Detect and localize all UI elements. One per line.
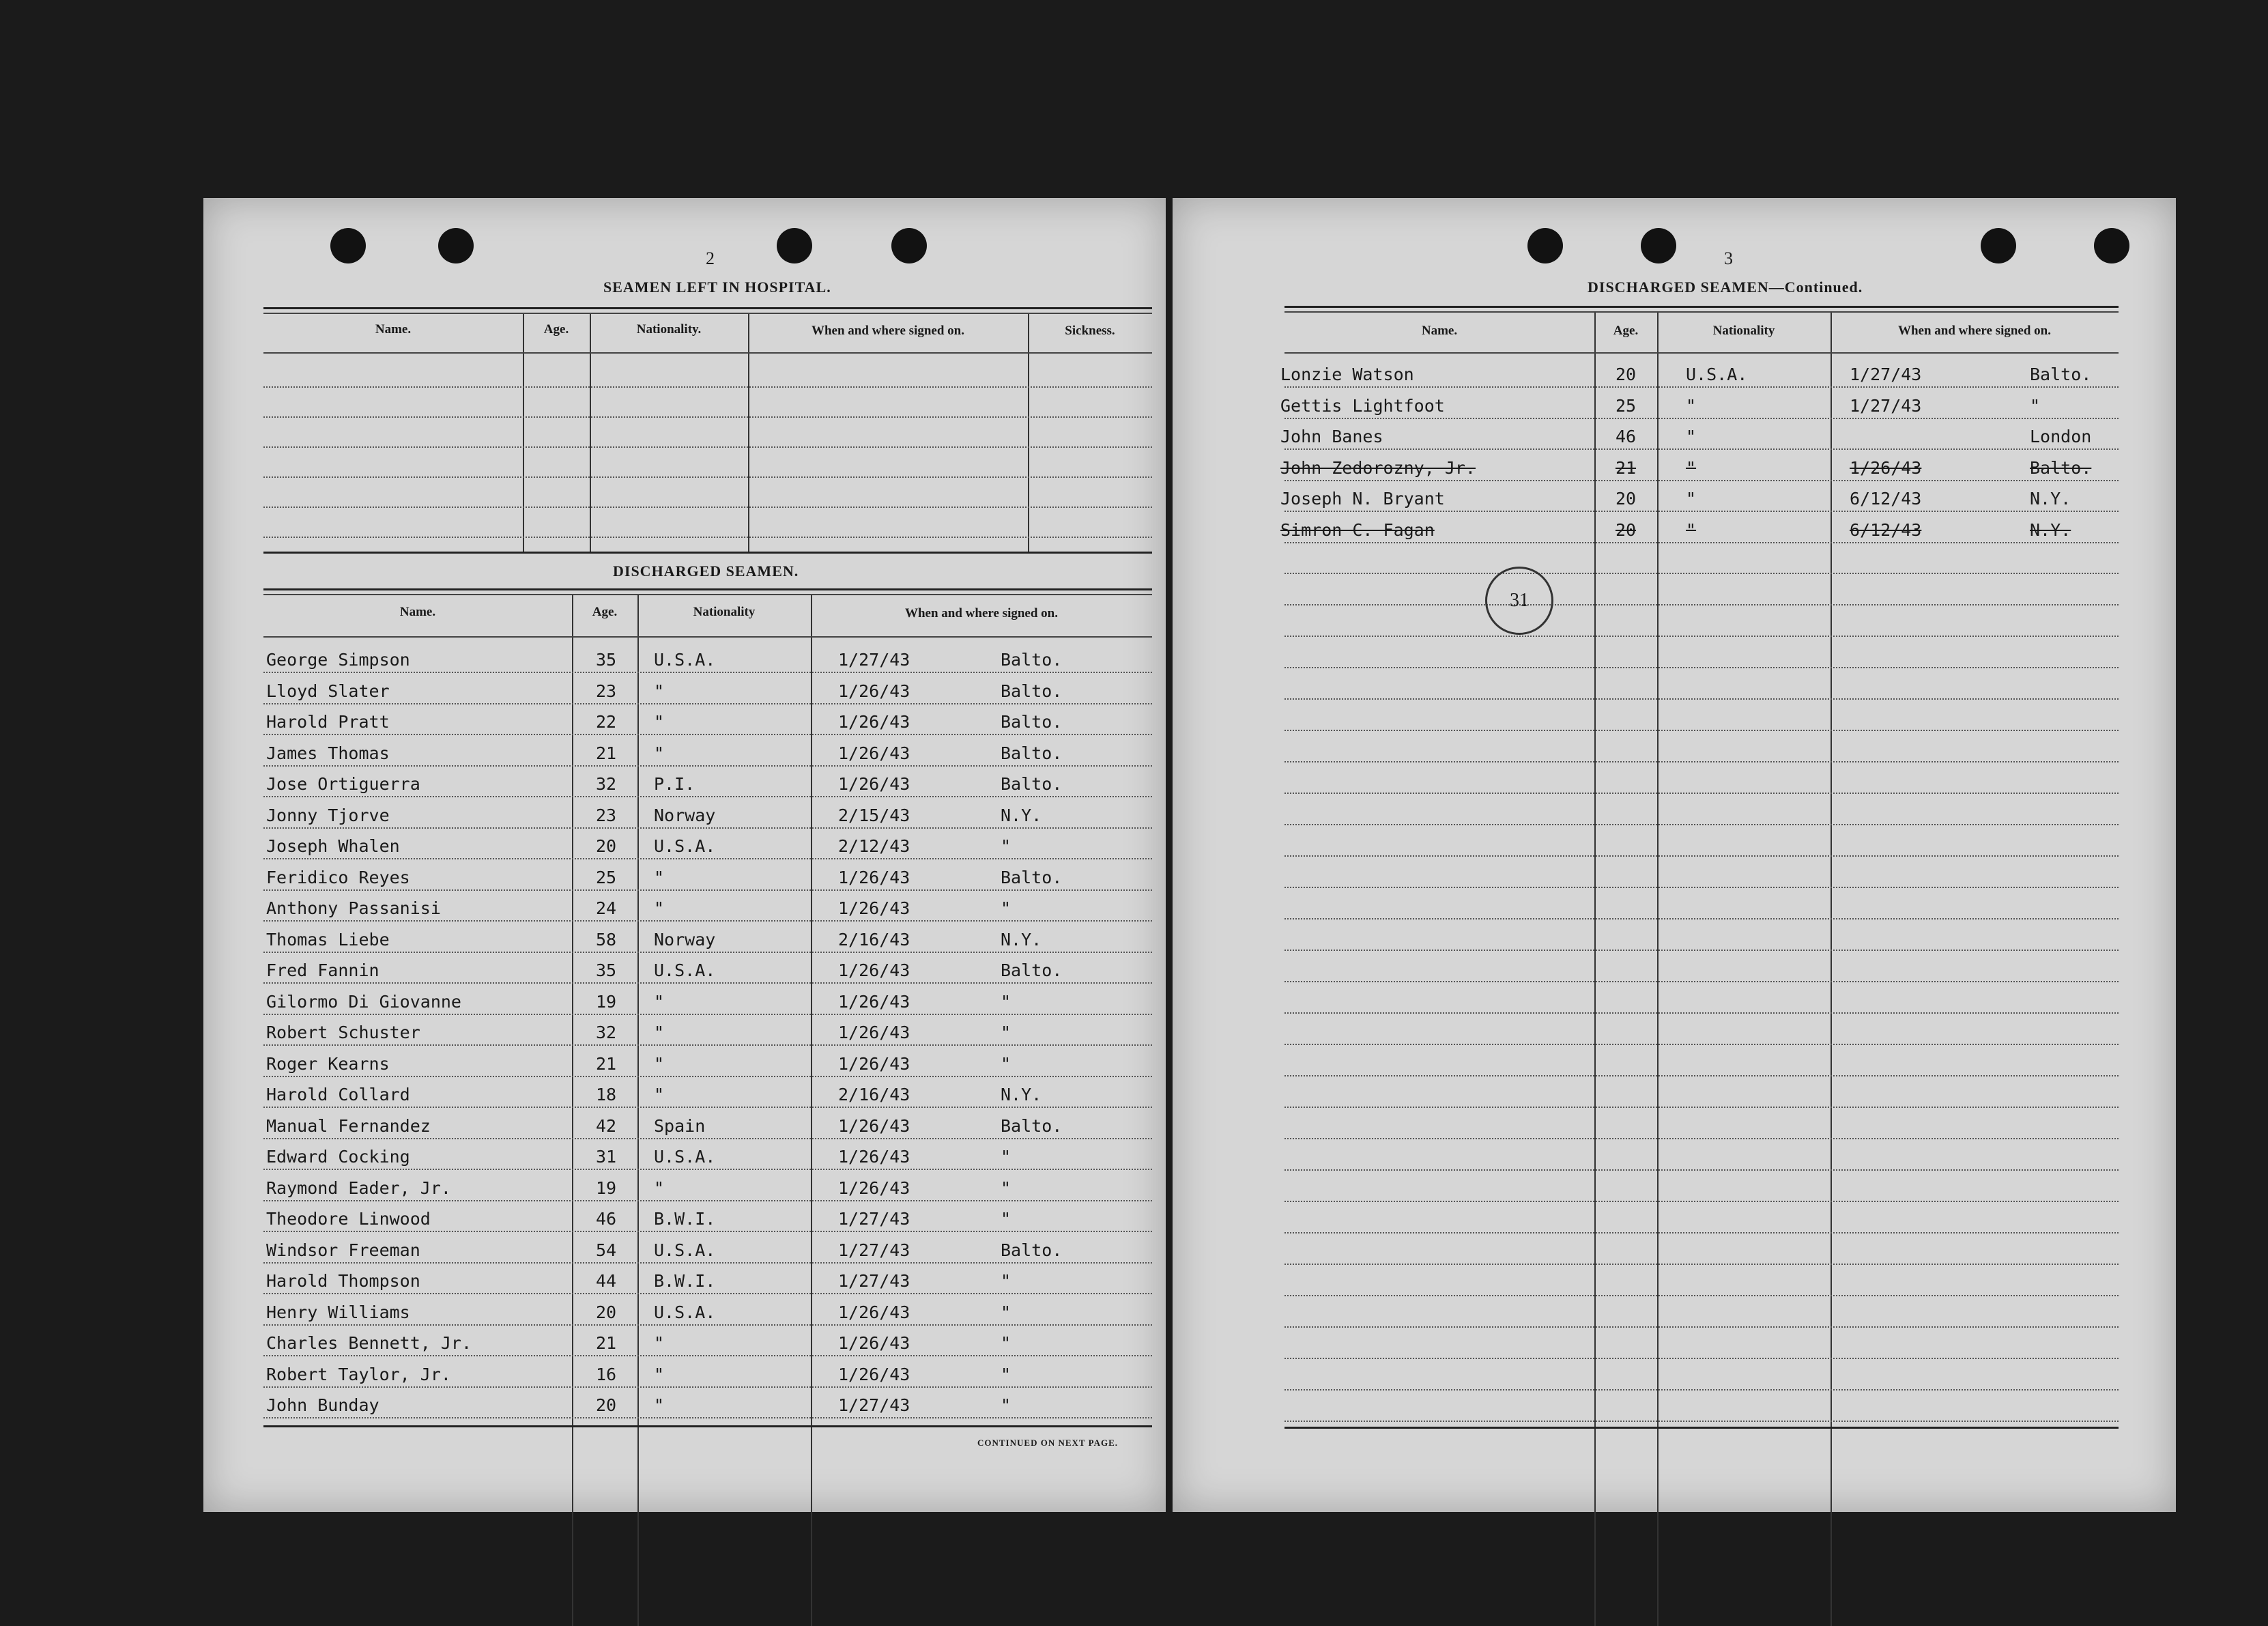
page-number: 2 <box>706 248 715 268</box>
seaman-name: Harold Thompson <box>266 1271 420 1291</box>
row-rule <box>1284 1264 2119 1265</box>
continued-note: CONTINUED ON NEXT PAGE. <box>977 1438 1118 1448</box>
row-rule <box>1284 824 2119 825</box>
signed-on-place: " <box>2030 396 2041 416</box>
seaman-nationality: " <box>654 1333 665 1353</box>
signed-on-place: Balto. <box>1001 1240 1063 1260</box>
signed-on-date: 2/12/43 <box>838 836 910 856</box>
column-header: Age. <box>543 322 569 337</box>
seaman-name: Harold Pratt <box>266 712 390 732</box>
seaman-age: 16 <box>595 1365 617 1384</box>
row-rule <box>1284 1075 2119 1076</box>
signed-on-place: N.Y. <box>1001 1085 1042 1104</box>
row-rule <box>263 1262 1152 1264</box>
signed-on-place: Balto. <box>1001 712 1063 732</box>
seaman-age: 19 <box>595 992 617 1012</box>
signed-on-date: 1/26/43 <box>838 992 910 1012</box>
signed-on-date: 1/26/43 <box>838 743 910 763</box>
seaman-age: 24 <box>595 898 617 918</box>
signed-on-date: 1/27/43 <box>1850 365 1922 384</box>
row-rule <box>263 796 1152 797</box>
row-rule <box>1284 918 2119 919</box>
row-rule <box>1284 1389 2119 1390</box>
row-rule <box>263 952 1152 953</box>
seaman-nationality: Norway <box>654 805 716 825</box>
seaman-nationality: " <box>1686 427 1697 446</box>
seaman-nationality: " <box>654 1023 665 1042</box>
seaman-age: 19 <box>595 1178 617 1198</box>
signed-on-place: " <box>1001 1023 1011 1042</box>
row-rule <box>1284 1201 2119 1202</box>
row-rule <box>263 734 1152 735</box>
row-rule <box>263 1076 1152 1077</box>
signed-on-date: 1/26/43 <box>838 1365 910 1384</box>
seaman-name: Robert Schuster <box>266 1023 420 1042</box>
seaman-age: 32 <box>595 1023 617 1042</box>
row-rule <box>263 672 1152 673</box>
circled-page-count: 31 <box>1485 567 1553 635</box>
signed-on-place: " <box>1001 1178 1011 1198</box>
signed-on-date: 1/27/43 <box>1850 396 1922 416</box>
seaman-nationality: " <box>654 743 665 763</box>
seaman-nationality: " <box>654 868 665 887</box>
seaman-nationality: " <box>654 712 665 732</box>
seaman-name: Jonny Tjorve <box>266 805 390 825</box>
seaman-nationality: " <box>1686 396 1697 416</box>
column-header: Name. <box>399 605 436 619</box>
row-rule <box>1284 542 2119 543</box>
row-rule <box>1284 793 2119 794</box>
seaman-age: 20 <box>1615 489 1637 509</box>
signed-on-place: " <box>1001 1209 1011 1229</box>
seaman-name: Roger Kearns <box>266 1054 390 1074</box>
row-rule <box>1284 855 2119 857</box>
seaman-age: 21 <box>595 743 617 763</box>
row-rule <box>263 1014 1152 1015</box>
punch-hole <box>1527 228 1563 263</box>
signed-on-date: 1/26/43 <box>838 1178 910 1198</box>
seaman-nationality: B.W.I. <box>654 1271 716 1291</box>
signed-on-date: 1/27/43 <box>838 1395 910 1415</box>
seaman-name: Harold Collard <box>266 1085 410 1104</box>
seaman-age: 22 <box>595 712 617 732</box>
seaman-name: John Banes <box>1280 427 1383 446</box>
column-header: Age. <box>592 605 618 619</box>
right-page <box>1173 198 2176 1512</box>
signed-on-place: " <box>1001 1271 1011 1291</box>
seaman-age: 20 <box>595 836 617 856</box>
signed-on-place: N.Y. <box>2030 489 2071 509</box>
row-rule <box>263 1417 1152 1418</box>
seaman-name: Gilormo Di Giovanne <box>266 992 461 1012</box>
signed-on-place: " <box>1001 992 1011 1012</box>
signed-on-date: 6/12/43 <box>1850 520 1922 540</box>
seaman-age: 46 <box>1615 427 1637 446</box>
column-header: Name. <box>375 322 412 337</box>
row-rule <box>263 1386 1152 1388</box>
seaman-age: 20 <box>1615 365 1637 384</box>
row-rule <box>263 1324 1152 1326</box>
signed-on-place: Balto. <box>1001 743 1063 763</box>
signed-on-date: 1/26/43 <box>838 1333 910 1353</box>
column-header: Name. <box>1421 324 1458 338</box>
signed-on-date: 1/27/43 <box>838 1271 910 1291</box>
row-rule <box>263 765 1152 767</box>
seaman-age: 31 <box>595 1147 617 1167</box>
signed-on-place: Balto. <box>1001 1116 1063 1136</box>
seaman-age: 25 <box>595 868 617 887</box>
row-rule <box>263 889 1152 891</box>
seaman-age: 21 <box>595 1333 617 1353</box>
seaman-age: 44 <box>595 1271 617 1291</box>
page-number: 3 <box>1724 248 1733 268</box>
seaman-nationality: U.S.A. <box>654 836 716 856</box>
signed-on-place: " <box>1001 898 1011 918</box>
seaman-nationality: U.S.A. <box>654 1240 716 1260</box>
seaman-age: 23 <box>595 681 617 701</box>
signed-on-place: Balto. <box>1001 960 1063 980</box>
seaman-nationality: " <box>654 992 665 1012</box>
left-page <box>203 198 1166 1512</box>
row-rule <box>1284 386 2119 388</box>
row-rule <box>1284 480 2119 481</box>
row-rule <box>1284 1169 2119 1171</box>
row-rule <box>1284 981 2119 982</box>
seaman-nationality: Norway <box>654 930 716 950</box>
row-rule <box>1284 636 2119 637</box>
signed-on-date: 1/26/43 <box>838 1054 910 1074</box>
seaman-nationality: " <box>654 1085 665 1104</box>
seaman-name: Gettis Lightfoot <box>1280 396 1445 416</box>
seaman-age: 42 <box>595 1116 617 1136</box>
row-rule <box>1284 1358 2119 1359</box>
row-rule <box>1284 573 2119 574</box>
seaman-name: Robert Taylor, Jr. <box>266 1365 451 1384</box>
section-title: DISCHARGED SEAMEN—Continued. <box>1588 279 1863 296</box>
seaman-nationality: U.S.A. <box>654 1147 716 1167</box>
seaman-name: Raymond Eader, Jr. <box>266 1178 451 1198</box>
punch-hole <box>777 228 812 263</box>
seaman-age: 21 <box>595 1054 617 1074</box>
seaman-name: John Bunday <box>266 1395 379 1415</box>
seaman-age: 35 <box>595 960 617 980</box>
row-rule <box>1284 1138 2119 1139</box>
signed-on-date: 1/26/43 <box>838 898 910 918</box>
seaman-name: John Zedorozny, Jr. <box>1280 458 1476 478</box>
column-header: Nationality <box>693 605 756 619</box>
row-rule <box>263 703 1152 704</box>
seaman-nationality: " <box>1686 489 1697 509</box>
signed-on-date: 1/27/43 <box>838 1240 910 1260</box>
row-rule <box>263 1231 1152 1232</box>
seaman-name: Windsor Freeman <box>266 1240 420 1260</box>
row-rule <box>263 1200 1152 1201</box>
row-rule <box>1284 418 2119 419</box>
row-rule <box>263 1044 1152 1046</box>
signed-on-place: N.Y. <box>1001 805 1042 825</box>
row-rule <box>1284 604 2119 605</box>
seaman-name: Anthony Passanisi <box>266 898 441 918</box>
signed-on-place: London <box>2030 427 2092 446</box>
seaman-name: Joseph Whalen <box>266 836 400 856</box>
column-header: When and where signed on. <box>904 606 1058 621</box>
signed-on-date: 1/26/43 <box>838 1147 910 1167</box>
row-rule <box>1284 698 2119 700</box>
row-rule <box>1284 1295 2119 1296</box>
seaman-age: 20 <box>1615 520 1637 540</box>
seaman-age: 18 <box>595 1085 617 1104</box>
row-rule <box>1284 730 2119 731</box>
signed-on-date: 1/26/43 <box>838 960 910 980</box>
signed-on-date: 2/15/43 <box>838 805 910 825</box>
punch-hole <box>891 228 927 263</box>
signed-on-place: " <box>1001 1365 1011 1384</box>
row-rule <box>263 1107 1152 1108</box>
row-rule <box>263 1355 1152 1356</box>
seaman-nationality: U.S.A. <box>1686 365 1748 384</box>
column-header: When and where signed on. <box>811 324 964 338</box>
seaman-name: Simron C. Fagan <box>1280 520 1435 540</box>
seaman-name: Thomas Liebe <box>266 930 390 950</box>
row-rule <box>263 1138 1152 1139</box>
row-rule <box>1284 511 2119 512</box>
signed-on-place: N.Y. <box>2030 520 2071 540</box>
seaman-nationality: " <box>654 1054 665 1074</box>
signed-on-place: Balto. <box>1001 868 1063 887</box>
seaman-name: Jose Ortiguerra <box>266 774 420 794</box>
seaman-name: Joseph N. Bryant <box>1280 489 1445 509</box>
signed-on-date: 1/26/43 <box>1850 458 1922 478</box>
seaman-nationality: Spain <box>654 1116 706 1136</box>
seaman-nationality: U.S.A. <box>654 960 716 980</box>
signed-on-place: " <box>1001 1147 1011 1167</box>
row-rule <box>1284 448 2119 450</box>
column-header: Nationality. <box>636 322 702 337</box>
row-rule <box>1284 1012 2119 1014</box>
row-rule <box>1284 1107 2119 1108</box>
seaman-name: Manual Fernandez <box>266 1116 431 1136</box>
signed-on-date: 6/12/43 <box>1850 489 1922 509</box>
seaman-name: Henry Williams <box>266 1302 410 1322</box>
seaman-age: 58 <box>595 930 617 950</box>
signed-on-date: 2/16/43 <box>838 930 910 950</box>
seaman-age: 23 <box>595 805 617 825</box>
punch-hole <box>2094 228 2129 263</box>
row-rule <box>263 1293 1152 1294</box>
signed-on-date: 1/26/43 <box>838 1116 910 1136</box>
signed-on-date: 1/27/43 <box>838 650 910 670</box>
seaman-nationality: " <box>654 681 665 701</box>
signed-on-place: " <box>1001 1054 1011 1074</box>
seaman-nationality: " <box>654 1178 665 1198</box>
signed-on-place: " <box>1001 1395 1011 1415</box>
signed-on-date: 1/26/43 <box>838 681 910 701</box>
signed-on-place: Balto. <box>2030 365 2092 384</box>
punch-hole <box>1981 228 2016 263</box>
seaman-nationality: B.W.I. <box>654 1209 716 1229</box>
signed-on-date: 1/26/43 <box>838 1302 910 1322</box>
signed-on-date: 1/26/43 <box>838 868 910 887</box>
row-rule <box>263 827 1152 829</box>
seaman-age: 32 <box>595 774 617 794</box>
signed-on-date: 1/26/43 <box>838 1023 910 1042</box>
seaman-age: 25 <box>1615 396 1637 416</box>
seaman-nationality: " <box>654 1365 665 1384</box>
hospital-section-title: SEAMEN LEFT IN HOSPITAL. <box>603 279 831 296</box>
seaman-age: 21 <box>1615 458 1637 478</box>
signed-on-date: 1/26/43 <box>838 774 910 794</box>
column-header: Sickness. <box>1065 324 1115 338</box>
seaman-name: Lonzie Watson <box>1280 365 1414 384</box>
seaman-name: Feridico Reyes <box>266 868 410 887</box>
seaman-nationality: P.I. <box>654 774 695 794</box>
signed-on-place: " <box>1001 836 1011 856</box>
seaman-name: Charles Bennett, Jr. <box>266 1333 472 1353</box>
seaman-nationality: " <box>1686 520 1697 540</box>
seaman-name: Theodore Linwood <box>266 1209 431 1229</box>
seaman-nationality: " <box>1686 458 1697 478</box>
column-header: Age. <box>1613 324 1639 338</box>
seaman-nationality: " <box>654 1395 665 1415</box>
seaman-age: 35 <box>595 650 617 670</box>
seaman-nationality: " <box>654 898 665 918</box>
seaman-age: 20 <box>595 1302 617 1322</box>
punch-hole <box>330 228 366 263</box>
signed-on-place: " <box>1001 1302 1011 1322</box>
column-header: Nationality <box>1712 324 1775 338</box>
row-rule <box>1284 887 2119 888</box>
seaman-name: James Thomas <box>266 743 390 763</box>
row-rule <box>1284 1421 2119 1422</box>
seaman-name: George Simpson <box>266 650 410 670</box>
seaman-age: 20 <box>595 1395 617 1415</box>
row-rule <box>263 858 1152 859</box>
seaman-name: Fred Fannin <box>266 960 379 980</box>
discharged-section-title: DISCHARGED SEAMEN. <box>613 562 799 580</box>
row-rule <box>1284 1044 2119 1045</box>
punch-hole <box>1641 228 1676 263</box>
row-rule <box>1284 1232 2119 1233</box>
signed-on-date: 1/26/43 <box>838 712 910 732</box>
row-rule <box>263 1169 1152 1170</box>
row-rule <box>1284 761 2119 762</box>
signed-on-place: " <box>1001 1333 1011 1353</box>
signed-on-place: Balto. <box>1001 774 1063 794</box>
seaman-age: 46 <box>595 1209 617 1229</box>
row-rule <box>1284 667 2119 668</box>
signed-on-date: 2/16/43 <box>838 1085 910 1104</box>
row-rule <box>1284 950 2119 951</box>
seaman-name: Lloyd Slater <box>266 681 390 701</box>
row-rule <box>1284 1326 2119 1328</box>
row-rule <box>263 982 1152 984</box>
seaman-name: Edward Cocking <box>266 1147 410 1167</box>
signed-on-place: Balto. <box>2030 458 2092 478</box>
signed-on-place: Balto. <box>1001 681 1063 701</box>
seaman-nationality: U.S.A. <box>654 1302 716 1322</box>
signed-on-place: N.Y. <box>1001 930 1042 950</box>
seaman-age: 54 <box>595 1240 617 1260</box>
row-rule <box>263 920 1152 922</box>
signed-on-place: Balto. <box>1001 650 1063 670</box>
signed-on-date: 1/27/43 <box>838 1209 910 1229</box>
seaman-nationality: U.S.A. <box>654 650 716 670</box>
punch-hole <box>438 228 474 263</box>
column-header: When and where signed on. <box>1897 324 2051 338</box>
